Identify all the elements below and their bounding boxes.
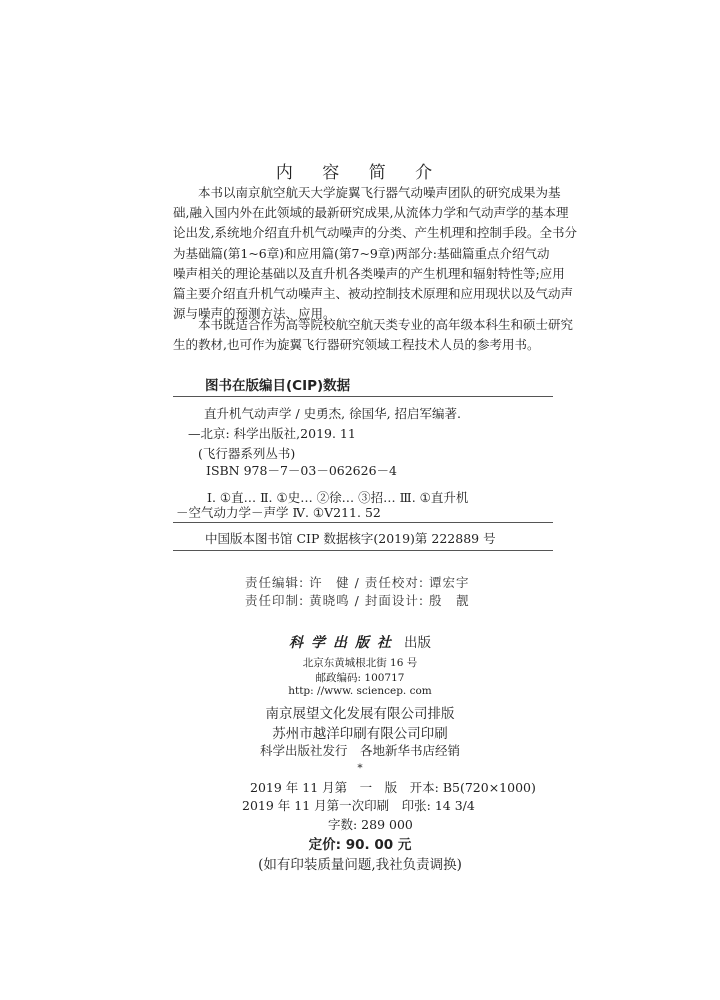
cip-top-rule <box>173 396 553 397</box>
summary-line: 本书既适合作为高等院校航空航天类专业的高年级本科生和硕士研究 <box>173 317 574 332</box>
price: 定价: 90. 00 元 <box>308 837 412 853</box>
word-count: 字数: 289 000 <box>328 817 413 832</box>
typesetter: 南京展望文化发展有限公司排版 <box>265 706 455 722</box>
cip-middle-rule <box>173 522 553 523</box>
publisher-postcode: 邮政编码: 100717 <box>315 672 405 684</box>
cip-title-line: 直升机气动声学 / 史勇杰, 徐国华, 招启军编著. <box>204 406 462 421</box>
quality-notice: (如有印装质量问题,我社负责调换) <box>258 857 462 873</box>
publisher-address: 北京东黄城根北街 16 号 <box>302 657 418 669</box>
separator-star: * <box>357 762 363 774</box>
summary-line: 为基础篇(第1~6章)和应用篇(第7~9章)两部分:基础篇重点介绍气动 <box>173 245 550 261</box>
summary-line: 论出发,系统地介绍直升机气动噪声的分类、产生机理和控制手段。全书分 <box>173 225 577 241</box>
printing-line: 2019 年 11 月第一次印刷 印张: 14 3/4 <box>242 798 475 813</box>
summary-paragraph-1 <box>173 183 577 324</box>
summary-line: 本书以南京航空航天大学旋翼飞行器气动噪声团队的研究成果为基 <box>173 185 561 200</box>
summary-paragraph-2 <box>173 315 574 355</box>
summary-line: 础,融入国内外在此领域的最新研究成果,从流体力学和气动声学的基本理 <box>173 205 569 221</box>
cip-bottom-rule <box>173 550 553 551</box>
cip-publisher-line: —北京: 科学出版社,2019. 11 <box>188 426 356 441</box>
summary-line: 篇主要介绍直升机气动噪声主、被动控制技术原理和应用现状以及气动声 <box>173 286 574 302</box>
edition-line: 2019 年 11 月第 一 版 开本: B5(720×1000) <box>250 780 536 795</box>
cip-heading: 图书在版编目(CIP)数据 <box>205 378 351 394</box>
cip-classification-line-2: －空气动力学－声学 Ⅳ. ①V211. 52 <box>176 505 381 520</box>
publisher-imprint <box>0 631 720 652</box>
staff-line-2: 责任印制: 黄晓鸣 / 封面设计: 殷 靓 <box>245 593 470 608</box>
staff-line-1: 责任编辑: 许 健 / 责任校对: 谭宏宇 <box>245 575 470 590</box>
cip-classification-line-1: Ⅰ. ①直… Ⅱ. ①史… ②徐… ③招… Ⅲ. ①直升机 <box>207 490 469 505</box>
cip-isbn-line: ISBN 978－7－03－062626－4 <box>206 463 397 478</box>
summary-line: 噪声相关的理论基础以及直升机各类噪声的产生机理和辐射特性等;应用 <box>173 265 565 281</box>
summary-title: 内 容 简 介 <box>275 163 445 183</box>
distribution: 科学出版社发行 各地新华书店经销 <box>259 743 460 758</box>
summary-line: 生的教材,也可作为旋翼飞行器研究领域工程技术人员的参考用书。 <box>173 337 540 353</box>
cip-series-line: (飞行器系列丛书) <box>198 446 296 461</box>
cip-record-number: 中国版本图书馆 CIP 数据核字(2019)第 222889 号 <box>205 531 496 546</box>
publisher-website: http: //www. sciencep. com <box>288 685 432 697</box>
publisher-logo-suffix: 出版 <box>404 635 432 651</box>
publisher-logo: 科学出版社 <box>288 635 399 651</box>
printer: 苏州市越洋印刷有限公司印刷 <box>272 726 448 742</box>
summary-line: 源与噪声的预测方法、应用。 <box>173 306 336 322</box>
